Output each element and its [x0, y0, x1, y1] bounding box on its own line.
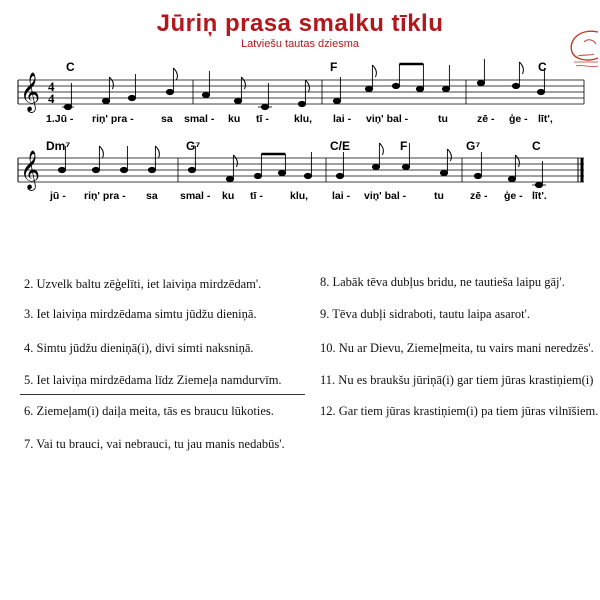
chord-f-2: F — [400, 139, 408, 153]
song-subtitle: Latviešu tautas dziesma — [240, 38, 359, 50]
lyric-syllable: sa — [161, 113, 173, 125]
verse-9: 9. Tēva dubļi sidraboti, tautu laipa asarot'. — [320, 307, 530, 321]
treble-clef-icon: 𝄞 — [20, 150, 41, 190]
lyric-syllable: riņ' pra - — [84, 190, 126, 202]
lyric-syllable: viņ' bal - — [364, 190, 407, 202]
verse-4: 4. Simtu jūdžu dieniņā(i), divi simti naksniņā. — [24, 341, 254, 355]
verse-11: 11. Nu es braukšu jūriņā(i) gar tiem jūras krastiņiem(i) — [320, 373, 594, 387]
chord-c-3: C — [532, 139, 541, 153]
lyric-syllable: smal - — [184, 113, 215, 125]
lyric-syllable: klu, — [294, 113, 313, 125]
lyric-syllable: līt', — [538, 113, 553, 125]
lyric-syllable: tī - — [250, 190, 263, 202]
lyric-syllable: ģe - — [504, 190, 523, 202]
lyric-syllable: tu — [438, 113, 448, 125]
treble-clef-icon: 𝄞 — [20, 72, 41, 112]
verse-5: 5. Iet laiviņa mirdzēdama līdz Ziemeļa namdurvīm. — [24, 373, 282, 387]
lyric-syllable: 1.Jū - — [46, 113, 74, 125]
song-title: Jūriņ prasa smalku tīklu — [156, 10, 444, 37]
lyric-syllable: lai - — [333, 113, 352, 125]
verse-6: 6. Ziemeļam(i) daiļa meita, tās es braucu lūkoties. — [24, 404, 274, 418]
chord-c-over-e: C/E — [330, 139, 351, 153]
verse-12: 12. Gar tiem jūras krastiņiem(i) pa tiem jūras vilnīšiem. — [320, 404, 599, 418]
verse-7: 7. Vai tu brauci, vai nebrauci, tu jau manis nedabūs'. — [24, 437, 285, 451]
svg-text:4: 4 — [48, 79, 55, 94]
chord-g7-1: G⁷ — [186, 139, 201, 153]
lyric-syllable: zē - — [470, 190, 488, 202]
verse-2: 2. Uzvelk baltu zēģelīti, iet laiviņa mirdzēdam'. — [24, 277, 262, 291]
chord-c-2: C — [538, 60, 547, 74]
verse-8: 8. Labāk tēva dubļus bridu, ne tautieša laipu gāj'. — [320, 275, 565, 289]
lyric-syllable: ku — [222, 190, 235, 202]
lyric-syllable: riņ' pra - — [92, 113, 134, 125]
lyric-syllable: jū - — [50, 190, 66, 202]
chord-g7-2: G⁷ — [466, 139, 481, 153]
chord-c-1: C — [66, 60, 75, 74]
svg-text:4: 4 — [48, 91, 55, 106]
verse-10: 10. Nu ar Dievu, Ziemeļmeita, tu vairs mani neredzēs'. — [320, 341, 594, 355]
chord-f-1: F — [330, 60, 338, 74]
lyric-syllable: lai - — [332, 190, 351, 202]
lyric-syllable: klu, — [290, 190, 309, 202]
lyric-syllable: ģe - — [509, 113, 528, 125]
lyric-syllable: līt'. — [532, 190, 547, 202]
lyric-syllable: viņ' bal - — [366, 113, 409, 125]
lyric-syllable: tu — [434, 190, 444, 202]
verse-3: 3. Iet laiviņa mirdzēdama simtu jūdžu dieniņā. — [24, 307, 257, 321]
lyric-syllable: sa — [146, 190, 158, 202]
lyric-syllable: zē - — [477, 113, 495, 125]
lyric-syllable: tī - — [256, 113, 269, 125]
lyric-syllable: smal - — [180, 190, 211, 202]
lyric-syllable: ku — [228, 113, 241, 125]
chord-dm7: Dm⁷ — [46, 139, 71, 153]
verse-divider — [20, 394, 305, 395]
